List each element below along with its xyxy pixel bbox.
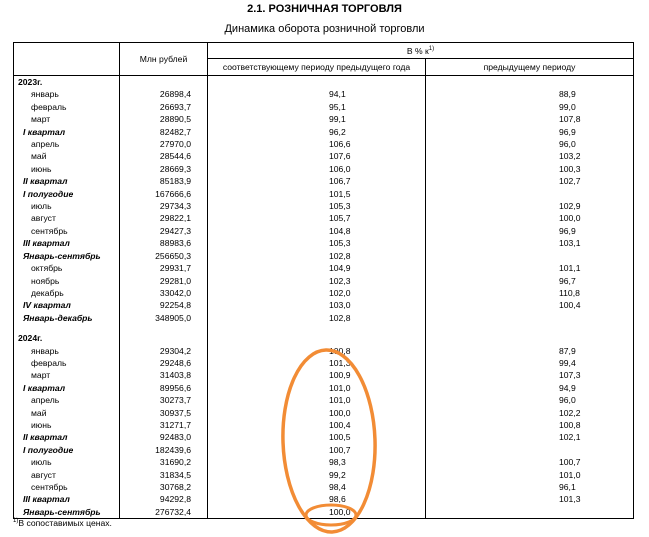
cell-mln-rub: 33042,0 <box>120 287 208 299</box>
row-label: июнь <box>14 419 120 431</box>
cell-mln-rub: 92483,0 <box>120 431 208 443</box>
cell-pct-prev-year <box>208 324 426 332</box>
table-row <box>14 357 634 369</box>
cell-pct-prev-period: 100,0 <box>426 212 634 224</box>
cell-mln-rub: 29427,3 <box>120 225 208 237</box>
table-row <box>14 138 634 150</box>
row-label: март <box>14 369 120 381</box>
cell-mln-rub: 94292,8 <box>120 493 208 505</box>
cell-mln-rub: 28669,3 <box>120 163 208 175</box>
cell-pct-prev-year: 103,0 <box>208 299 426 311</box>
cell-mln-rub: 31834,5 <box>120 469 208 481</box>
table-row <box>14 287 634 299</box>
cell-pct-prev-period: 96,0 <box>426 394 634 406</box>
cell-pct-prev-year: 100,5 <box>208 431 426 443</box>
table-body <box>14 76 634 519</box>
cell-mln-rub <box>120 76 208 89</box>
cell-pct-prev-period: 88,9 <box>426 88 634 100</box>
header-mln-rub: Млн рублей <box>120 43 208 76</box>
header-empty-cell <box>14 43 120 76</box>
row-label: май <box>14 150 120 162</box>
cell-mln-rub: 29822,1 <box>120 212 208 224</box>
cell-pct-prev-year: 102,8 <box>208 250 426 262</box>
table-row <box>14 493 634 505</box>
cell-mln-rub: 28544,6 <box>120 150 208 162</box>
table-row <box>14 312 634 324</box>
table-row <box>14 88 634 100</box>
row-label: декабрь <box>14 287 120 299</box>
cell-pct-prev-year: 106,7 <box>208 175 426 187</box>
cell-pct-prev-year: 99,2 <box>208 469 426 481</box>
cell-pct-prev-period <box>426 76 634 89</box>
cell-pct-prev-period: 100,7 <box>426 456 634 468</box>
cell-mln-rub: 31690,2 <box>120 456 208 468</box>
table-row <box>14 76 634 89</box>
table-row <box>14 444 634 456</box>
cell-pct-prev-year <box>208 332 426 344</box>
row-label: октябрь <box>14 262 120 274</box>
cell-pct-prev-period: 99,0 <box>426 101 634 113</box>
cell-mln-rub: 30768,2 <box>120 481 208 493</box>
cell-mln-rub: 30937,5 <box>120 407 208 419</box>
cell-mln-rub: 29281,0 <box>120 275 208 287</box>
cell-pct-prev-year: 100,4 <box>208 419 426 431</box>
cell-pct-prev-period: 102,9 <box>426 200 634 212</box>
cell-pct-prev-period: 87,9 <box>426 345 634 357</box>
row-label: май <box>14 407 120 419</box>
table-row <box>14 382 634 394</box>
cell-pct-prev-period: 103,1 <box>426 237 634 249</box>
cell-pct-prev-year: 102,3 <box>208 275 426 287</box>
cell-pct-prev-period: 96,9 <box>426 126 634 138</box>
footnote-text: В сопоставимых ценах. <box>18 518 112 528</box>
row-label: ноябрь <box>14 275 120 287</box>
table-row <box>14 113 634 125</box>
cell-mln-rub: 89956,6 <box>120 382 208 394</box>
cell-pct-prev-period <box>426 332 634 344</box>
row-label: июль <box>14 200 120 212</box>
page-title: 2.1. РОЗНИЧНАЯ ТОРГОВЛЯ <box>247 3 402 15</box>
row-label: II квартал <box>14 175 120 187</box>
table-row <box>14 150 634 162</box>
cell-mln-rub: 29304,2 <box>120 345 208 357</box>
cell-mln-rub: 348905,0 <box>120 312 208 324</box>
cell-pct-prev-period: 94,9 <box>426 382 634 394</box>
cell-pct-prev-year: 104,8 <box>208 225 426 237</box>
cell-mln-rub: 29248,6 <box>120 357 208 369</box>
cell-pct-prev-year: 98,4 <box>208 481 426 493</box>
cell-mln-rub: 31403,8 <box>120 369 208 381</box>
cell-pct-prev-year: 98,3 <box>208 456 426 468</box>
row-label: март <box>14 113 120 125</box>
cell-pct-prev-period <box>426 188 634 200</box>
row-label: июнь <box>14 163 120 175</box>
row-label: 2024г. <box>14 332 120 344</box>
cell-pct-prev-period: 96,7 <box>426 275 634 287</box>
cell-pct-prev-year <box>208 76 426 89</box>
cell-pct-prev-year: 100,9 <box>208 369 426 381</box>
cell-pct-prev-year: 105,7 <box>208 212 426 224</box>
cell-mln-rub: 167666,6 <box>120 188 208 200</box>
table-row <box>14 481 634 493</box>
footnote <box>13 518 112 528</box>
table-row <box>14 237 634 249</box>
table-row <box>14 332 634 344</box>
cell-mln-rub: 26898,4 <box>120 88 208 100</box>
cell-pct-prev-period: 107,3 <box>426 369 634 381</box>
table-row <box>14 126 634 138</box>
cell-pct-prev-period: 99,4 <box>426 357 634 369</box>
cell-pct-prev-period: 110,8 <box>426 287 634 299</box>
table-row <box>14 431 634 443</box>
cell-pct-prev-year: 96,2 <box>208 126 426 138</box>
cell-mln-rub: 256650,3 <box>120 250 208 262</box>
row-label: 2023г. <box>14 76 120 89</box>
cell-pct-prev-period: 100,4 <box>426 299 634 311</box>
table-row <box>14 299 634 311</box>
cell-mln-rub: 85183,9 <box>120 175 208 187</box>
table-row <box>14 469 634 481</box>
row-label: Январь-сентябрь <box>14 250 120 262</box>
cell-pct-prev-period: 100,3 <box>426 163 634 175</box>
cell-mln-rub: 26693,7 <box>120 101 208 113</box>
cell-pct-prev-period: 102,1 <box>426 431 634 443</box>
cell-mln-rub: 92254,8 <box>120 299 208 311</box>
cell-mln-rub: 28890,5 <box>120 113 208 125</box>
footnote-mark: 1) <box>13 518 19 525</box>
cell-pct-prev-year: 100,7 <box>208 444 426 456</box>
cell-pct-prev-period: 101,1 <box>426 262 634 274</box>
cell-pct-prev-year: 101,5 <box>208 188 426 200</box>
cell-pct-prev-year: 99,1 <box>208 113 426 125</box>
cell-pct-prev-year: 106,0 <box>208 163 426 175</box>
header-percent-group <box>208 43 634 59</box>
cell-pct-prev-year: 107,6 <box>208 150 426 162</box>
cell-pct-prev-year: 101,0 <box>208 394 426 406</box>
row-label: июль <box>14 456 120 468</box>
row-label: январь <box>14 345 120 357</box>
table-row <box>14 163 634 175</box>
cell-pct-prev-period <box>426 324 634 332</box>
row-label: август <box>14 212 120 224</box>
row-label: II квартал <box>14 431 120 443</box>
row-label: IV квартал <box>14 299 120 311</box>
cell-mln-rub: 276732,4 <box>120 506 208 519</box>
cell-pct-prev-period: 101,3 <box>426 493 634 505</box>
cell-mln-rub: 182439,6 <box>120 444 208 456</box>
row-label: февраль <box>14 101 120 113</box>
row-label: III квартал <box>14 493 120 505</box>
row-label: I квартал <box>14 126 120 138</box>
table-row <box>14 394 634 406</box>
table-row <box>14 175 634 187</box>
row-label <box>14 324 120 332</box>
cell-mln-rub: 82482,7 <box>120 126 208 138</box>
cell-pct-prev-period: 100,8 <box>426 419 634 431</box>
table-row <box>14 250 634 262</box>
row-label: сентябрь <box>14 225 120 237</box>
table-row <box>14 101 634 113</box>
cell-pct-prev-year: 101,3 <box>208 357 426 369</box>
table-row <box>14 506 634 519</box>
header-prev-year: соответствующему периоду предыдущего года <box>208 59 426 76</box>
retail-turnover-table <box>13 42 634 519</box>
cell-pct-prev-year: 106,6 <box>208 138 426 150</box>
row-label: Январь-сентябрь <box>14 506 120 519</box>
table-row <box>14 225 634 237</box>
cell-mln-rub: 29931,7 <box>120 262 208 274</box>
cell-pct-prev-period: 103,2 <box>426 150 634 162</box>
cell-pct-prev-period: 96,9 <box>426 225 634 237</box>
row-label: август <box>14 469 120 481</box>
cell-pct-prev-period <box>426 250 634 262</box>
table-row <box>14 188 634 200</box>
table-row <box>14 407 634 419</box>
row-label: сентябрь <box>14 481 120 493</box>
spacer-row <box>14 324 634 332</box>
cell-mln-rub: 30273,7 <box>120 394 208 406</box>
cell-pct-prev-year: 95,1 <box>208 101 426 113</box>
cell-pct-prev-year: 98,6 <box>208 493 426 505</box>
table-row <box>14 419 634 431</box>
cell-mln-rub: 88983,6 <box>120 237 208 249</box>
cell-pct-prev-year: 94,1 <box>208 88 426 100</box>
cell-pct-prev-period: 101,0 <box>426 469 634 481</box>
cell-mln-rub: 31271,7 <box>120 419 208 431</box>
row-label: апрель <box>14 394 120 406</box>
row-label: Январь-декабрь <box>14 312 120 324</box>
cell-pct-prev-period: 107,8 <box>426 113 634 125</box>
cell-pct-prev-period: 96,1 <box>426 481 634 493</box>
table-row <box>14 212 634 224</box>
cell-pct-prev-year: 102,0 <box>208 287 426 299</box>
cell-mln-rub <box>120 332 208 344</box>
cell-mln-rub: 27970,0 <box>120 138 208 150</box>
table-row <box>14 456 634 468</box>
table-row <box>14 200 634 212</box>
row-label: январь <box>14 88 120 100</box>
row-label: I полугодие <box>14 444 120 456</box>
cell-pct-prev-year: 104,9 <box>208 262 426 274</box>
cell-mln-rub <box>120 324 208 332</box>
cell-pct-prev-year: 102,8 <box>208 312 426 324</box>
header-percent-label: В % к <box>406 45 429 56</box>
cell-pct-prev-year: 100,0 <box>208 407 426 419</box>
cell-pct-prev-year: 100,8 <box>208 345 426 357</box>
cell-pct-prev-year: 101,0 <box>208 382 426 394</box>
cell-pct-prev-year: 105,3 <box>208 237 426 249</box>
row-label: I полугодие <box>14 188 120 200</box>
table-row <box>14 369 634 381</box>
header-prev-period: предыдущему периоду <box>426 59 634 76</box>
cell-pct-prev-period: 102,2 <box>426 407 634 419</box>
cell-pct-prev-period <box>426 444 634 456</box>
header-footnote-mark: 1) <box>428 45 435 52</box>
cell-pct-prev-period: 102,7 <box>426 175 634 187</box>
table-row <box>14 275 634 287</box>
cell-pct-prev-year: 105,3 <box>208 200 426 212</box>
row-label: III квартал <box>14 237 120 249</box>
cell-pct-prev-period <box>426 312 634 324</box>
cell-pct-prev-year: 100,0 <box>208 506 426 519</box>
row-label: апрель <box>14 138 120 150</box>
table-row <box>14 345 634 357</box>
cell-pct-prev-period <box>426 506 634 519</box>
table-row <box>14 262 634 274</box>
row-label: февраль <box>14 357 120 369</box>
row-label: I квартал <box>14 382 120 394</box>
cell-pct-prev-period: 96,0 <box>426 138 634 150</box>
table-subtitle: Динамика оборота розничной торговли <box>224 23 425 35</box>
cell-mln-rub: 29734,3 <box>120 200 208 212</box>
